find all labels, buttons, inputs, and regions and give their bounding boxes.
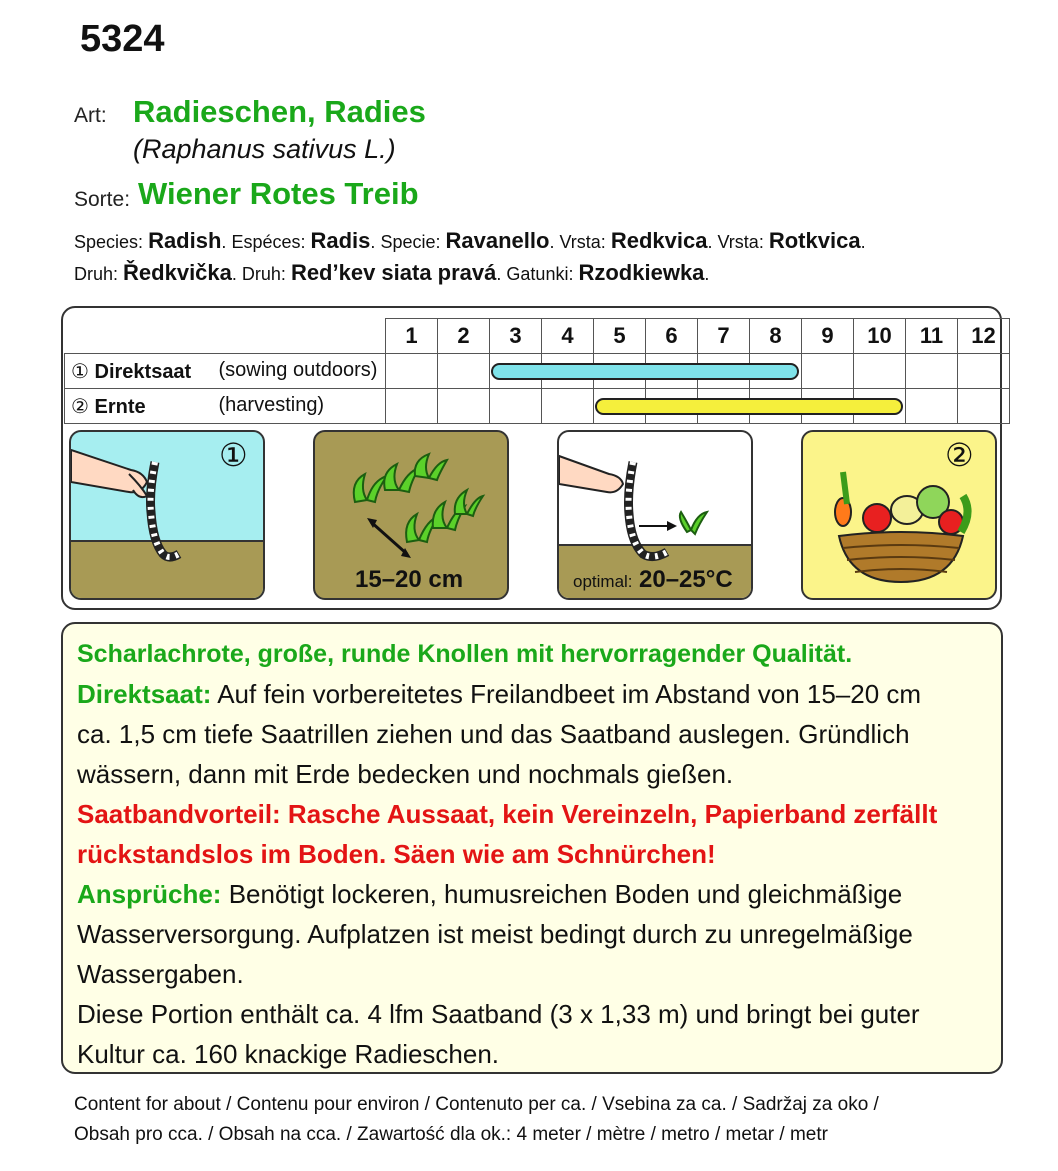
direktsaat-label: Direktsaat: [77, 679, 212, 709]
advantage-text-1: Saatbandvorteil: Rasche Aussaat, kein Vereinzeln, Papierband zerfällt [77, 799, 938, 829]
month-5: 5 [594, 319, 646, 354]
month-11: 11 [906, 319, 958, 354]
month-1: 1 [386, 319, 438, 354]
optimal-temperature: 20–25°C [639, 566, 733, 593]
portion-text-2: Kultur ca. 160 knackige Radieschen. [77, 1039, 500, 1069]
requirements-label: Ansprüche: [77, 879, 222, 909]
direktsaat-text-1: Auf fein vorbereitetes Freilandbeet im Abstand von 15–20 cm [217, 679, 922, 709]
month-4: 4 [542, 319, 594, 354]
month-7: 7 [698, 319, 750, 354]
panel-row-spacing [313, 430, 509, 600]
month-10: 10 [854, 319, 906, 354]
month-9: 9 [802, 319, 854, 354]
content-line-2: Obsah pro cca. / Obsah na cca. / Zawartość dla ok.: 4 meter / mètre / metro / metar / metr [74, 1124, 828, 1145]
row-label-harvest: ② Ernte (harvesting) [65, 389, 386, 424]
harvest-period-bar [595, 398, 903, 415]
requirements-text-3: Wassergaben. [77, 959, 244, 989]
row-label-sowing: ① Direktsaat (sowing outdoors) [65, 354, 386, 389]
advantage-text-2: rückstandslos im Boden. Säen wie am Schnürchen! [77, 839, 716, 869]
content-line-1: Content for about / Contenu pour environ / Contenuto per ca. / Vsebina za ca. / Sadržaj za oko / [74, 1094, 879, 1115]
month-6: 6 [646, 319, 698, 354]
product-code: 5324 [80, 18, 165, 60]
month-3: 3 [490, 319, 542, 354]
description-box [61, 622, 1003, 1074]
sowing-period-bar [491, 363, 799, 380]
art-label: Art: [74, 104, 107, 127]
step-2-number: ② [945, 437, 974, 473]
month-8: 8 [750, 319, 802, 354]
panel-sowing-tape [69, 430, 265, 600]
variety-name: Wiener Rotes Treib [138, 176, 419, 211]
headline: Scharlachrote, große, runde Knollen mit hervorragender Qualität. [77, 640, 853, 668]
step-1-number: ① [219, 437, 248, 473]
species-name: Radieschen, Radies [133, 94, 426, 129]
month-2: 2 [438, 319, 490, 354]
row-spacing-text: 15–20 cm [355, 566, 464, 593]
requirements-text-1: Benötigt lockeren, humusreichen Boden und gleichmäßige [228, 879, 903, 909]
portion-text-1: Diese Portion enthält ca. 4 lfm Saatband (3 x 1,33 m) und bringt bei guter [77, 999, 920, 1029]
translations-line-2: Druh: Ředkvička. Druh: Red’kev siata pravá. Gatunki: Rzodkiewka. [74, 260, 710, 285]
panel-laying-tape [557, 430, 753, 600]
direktsaat-text-2: ca. 1,5 cm tiefe Saatrillen ziehen und das Saatband auslegen. Gründlich [77, 719, 910, 749]
latin-name: (Raphanus sativus L.) [133, 134, 396, 164]
optimal-label: optimal: [573, 572, 633, 591]
direktsaat-text-3: wässern, dann mit Erde bedecken und nochmals gießen. [77, 759, 734, 789]
month-12: 12 [958, 319, 1010, 354]
requirements-text-2: Wasserversorgung. Aufplatzen ist meist bedingt durch zu unregelmäßige [77, 919, 913, 949]
panel-harvest [801, 430, 997, 600]
translations-line-1: Species: Radish. Espéces: Radis. Specie: Ravanello. Vrsta: Redkvica. Vrsta: Rotkvica. [74, 228, 866, 253]
sorte-label: Sorte: [74, 188, 131, 211]
